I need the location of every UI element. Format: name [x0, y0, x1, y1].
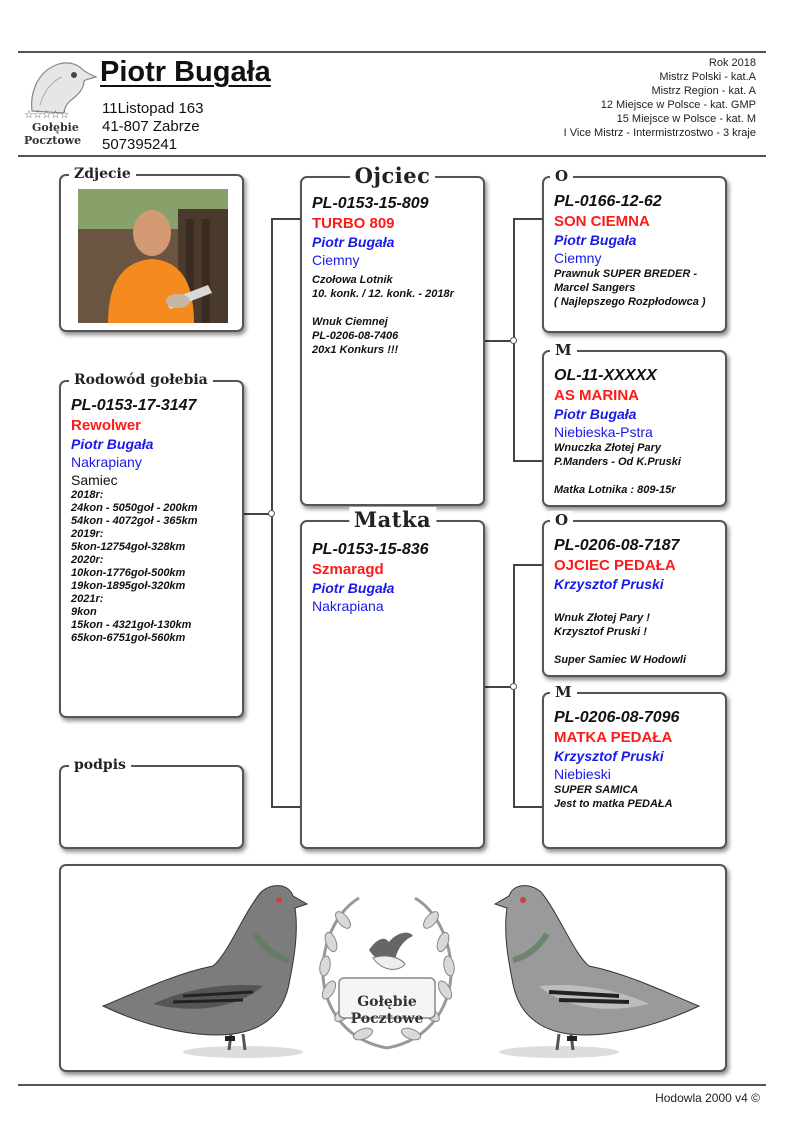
subject-color: Nakrapiany	[71, 454, 142, 470]
achievement: 12 Miejsce w Polsce - kat. GMP	[600, 99, 756, 111]
connector	[244, 513, 271, 515]
ff-ring: PL-0166-12-62	[554, 193, 662, 210]
father-ring: PL-0153-15-809	[312, 195, 429, 212]
pigeon-right-illustration	[479, 874, 709, 1064]
pigeon-left-illustration	[93, 874, 323, 1064]
father-father-box	[542, 167, 727, 333]
breeder-street: 11Listopad 163	[102, 100, 204, 117]
father-label: Ojciec	[350, 163, 436, 188]
mf-label: O	[550, 511, 573, 529]
breeder-city: 41-807 Zabrze	[102, 118, 200, 135]
mf-ring: PL-0206-08-7187	[554, 537, 680, 554]
fm-color: Niebieska-Pstra	[554, 424, 653, 440]
logo-text-1: Gołębie	[32, 121, 79, 134]
ff-notes: Prawnuk SUPER BREDER - Marcel Sangers ( Najlepszego Rozpłodowca )	[554, 268, 706, 308]
breeder-name: Piotr Bugała	[100, 56, 271, 88]
connector-dot	[510, 683, 517, 690]
connector	[271, 806, 300, 808]
footer-divider	[18, 1084, 766, 1086]
subject-ring: PL-0153-17-3147	[71, 397, 197, 414]
mf-owner: Krzysztof Pruski	[554, 576, 664, 592]
signature-label: podpis	[69, 757, 131, 773]
footer-text: Hodowla 2000 v4 ©	[655, 1091, 760, 1105]
mm-notes: SUPER SAMICA Jest to matka PEDAŁA	[554, 784, 673, 810]
subject-owner: Piotr Bugała	[71, 436, 154, 452]
fm-label: M	[550, 341, 577, 359]
mother-owner: Piotr Bugała	[312, 580, 395, 596]
mm-owner: Krzysztof Pruski	[554, 748, 664, 764]
laurel-wreath-icon	[303, 880, 471, 1060]
connector	[513, 218, 542, 220]
subject-name: Rewolwer	[71, 417, 142, 434]
connector	[513, 460, 542, 462]
ff-owner: Piotr Bugała	[554, 232, 637, 248]
mother-label: Matka	[349, 507, 436, 532]
mf-notes: Wnuk Złotej Pary ! Krzysztof Pruski ! Super Samiec W Hodowli	[554, 612, 687, 666]
subject-results: 2018r: 24kon - 5050goł - 200km 54kon - 4072goł - 365km 2019r: 5kon-12754goł-328km 2020r: 10kon-1776goł-500km 19kon-1895goł-320km 2021r: 9kon 15kon - 4321goł-130km 65kon-6751goł-560km	[71, 489, 198, 644]
ff-color: Ciemny	[554, 250, 602, 266]
achievement: Mistrz Polski - kat.A	[659, 71, 756, 83]
father-name: TURBO 809	[312, 215, 395, 232]
mf-name: OJCIEC PEDAŁA	[554, 557, 676, 574]
achievement: 15 Miejsce w Polsce - kat. M	[616, 113, 756, 125]
father-notes: Czołowa Lotnik 10. konk. / 12. konk. - 2018r Wnuk Ciemnej PL-0206-08-7406 20x1 Konkurs !!!	[312, 274, 454, 356]
mother-ring: PL-0153-15-836	[312, 541, 429, 558]
header-divider	[18, 155, 766, 157]
photo-label: Zdjecie	[69, 166, 136, 182]
breeder-phone: 507395241	[102, 136, 178, 153]
connector	[485, 340, 513, 342]
mother-box	[300, 507, 485, 849]
fm-ring: OL-11-XXXXX	[554, 367, 657, 384]
father-owner: Piotr Bugała	[312, 234, 395, 250]
mother-father-box	[542, 511, 727, 677]
banner-logo	[303, 880, 471, 1060]
ff-name: SON CIEMNA	[554, 213, 650, 230]
pigeon-head-logo-icon	[22, 55, 98, 115]
father-box	[300, 163, 485, 506]
connector	[271, 218, 300, 220]
signature-box[interactable]	[59, 757, 244, 849]
mm-label: M	[550, 683, 577, 701]
achievement: Rok 2018	[708, 57, 756, 69]
achievements	[564, 56, 756, 140]
mm-color: Niebieski	[554, 766, 611, 782]
fm-notes: Wnuczka Złotej Pary P.Manders - Od K.Pruski Matka Lotnika : 809-15r	[554, 442, 681, 496]
connector	[513, 564, 542, 566]
father-color: Ciemny	[312, 252, 360, 268]
connector	[485, 686, 513, 688]
photo-box	[59, 166, 244, 332]
banner-logo-text-2: Pocztowe	[350, 1011, 424, 1027]
fm-owner: Piotr Bugała	[554, 406, 637, 422]
logo	[22, 55, 98, 147]
top-divider	[18, 51, 766, 53]
achievement: I Vice Mistrz - Intermistrzostwo - 3 kraje	[563, 127, 756, 139]
breeder-photo	[78, 189, 228, 323]
banner-logo-text-1: Gołębie	[357, 994, 417, 1010]
subject-sex: Samiec	[71, 472, 118, 488]
connector-dot	[510, 337, 517, 344]
pedigree-label: Rodowód gołebia	[69, 372, 213, 388]
father-mother-box	[542, 341, 727, 507]
logo-stars: ☆☆☆☆☆	[24, 109, 69, 121]
connector-dot	[268, 510, 275, 517]
banner-box	[59, 864, 727, 1072]
fm-name: AS MARINA	[554, 387, 639, 404]
mother-name: Szmaragd	[312, 561, 384, 578]
mm-name: MATKA PEDAŁA	[554, 729, 673, 746]
mm-ring: PL-0206-08-7096	[554, 709, 680, 726]
subject-box	[59, 372, 244, 718]
mother-color: Nakrapiana	[312, 598, 384, 614]
achievement: Mistrz Region - kat. A	[651, 85, 756, 97]
ff-label: O	[550, 167, 573, 185]
connector	[513, 806, 542, 808]
mother-mother-box	[542, 683, 727, 849]
logo-text-2: Pocztowe	[24, 134, 82, 147]
